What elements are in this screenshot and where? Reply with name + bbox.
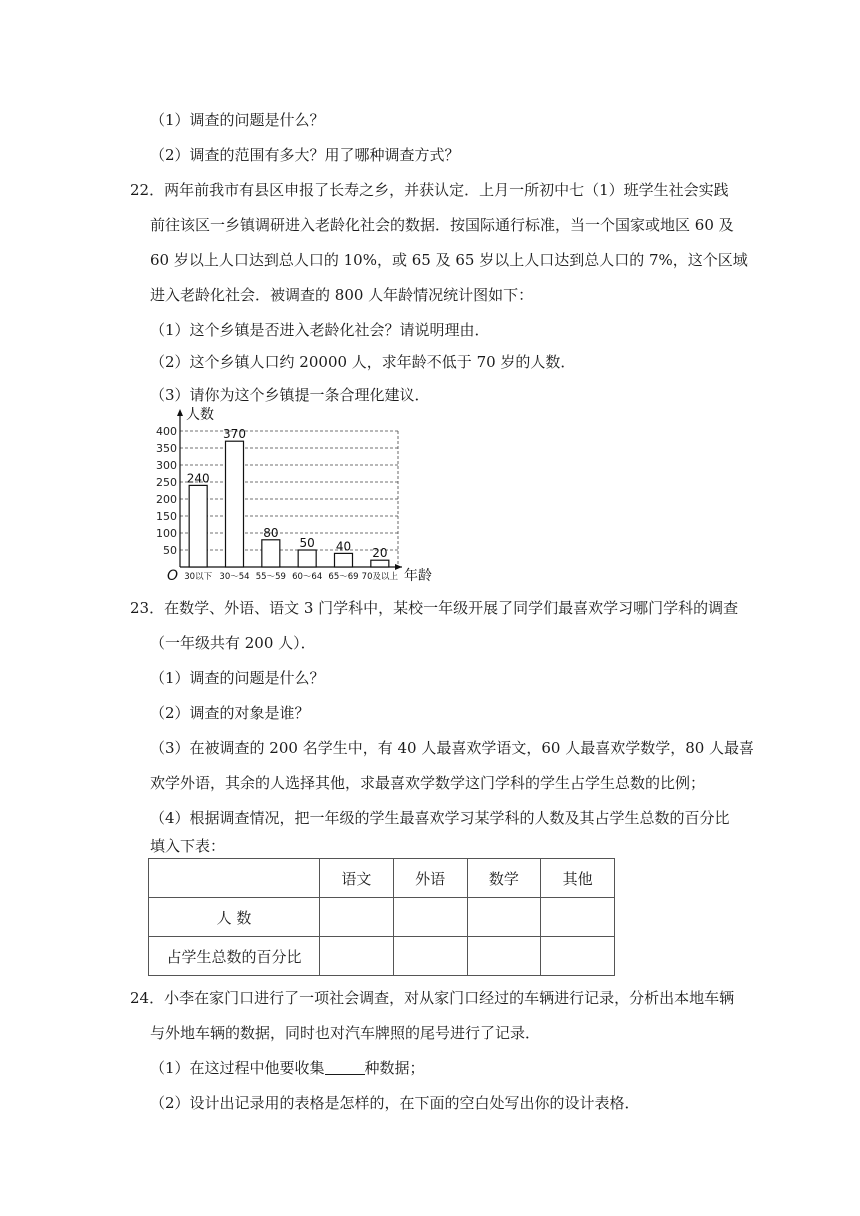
q22-sub3: （3）请你为这个乡镇提一条合理化建议．	[150, 386, 430, 404]
row-label-count: 人 数	[149, 898, 320, 937]
y-tick-label: 300	[156, 459, 177, 472]
q23-sub2: （2）调查的对象是谁？	[150, 704, 310, 722]
cell-count-chinese[interactable]	[320, 898, 394, 937]
q23-sub4b: 填入下表：	[150, 837, 226, 855]
q22-line2: 前往该区一乡镇调研进入老龄化社会的数据．按国际通行标准，当一个国家或地区 60 及	[150, 216, 734, 234]
cell-percent-chinese[interactable]	[320, 937, 394, 976]
q23-sub3b: 欢学外语，其余的人选择其他，求最喜欢学数学这门学科的学生占学生总数的比例；	[150, 774, 706, 792]
cell-percent-math[interactable]	[467, 937, 541, 976]
q22-sub1: （1）这个乡镇是否进入老龄化社会？请说明理由．	[150, 321, 490, 339]
table-corner-cell	[149, 859, 320, 898]
cell-count-other[interactable]	[541, 898, 615, 937]
age-bar-chart	[150, 405, 440, 591]
q23-sub1: （1）调查的问题是什么？	[150, 669, 325, 687]
q22-line3: 60 岁以上人口达到总人口的 10%，或 65 及 65 岁以上人口达到总人口的 7%，这个区域	[150, 251, 748, 269]
header-chinese: 语文	[320, 859, 394, 898]
bar	[335, 553, 353, 567]
bar	[371, 560, 389, 567]
q24-line2: 与外地车辆的数据，同时也对汽车牌照的尾号进行了记录．	[150, 1024, 541, 1042]
y-tick-label: 100	[156, 527, 177, 540]
x-category-label: 30以下	[184, 572, 213, 582]
x-category-label: 60～64	[292, 572, 323, 582]
q24-line1: 24．小李在家门口进行了一项社会调查，对从家门口经过的车辆进行记录，分析出本地车辆	[130, 989, 735, 1007]
cell-count-math[interactable]	[467, 898, 541, 937]
bar	[262, 540, 280, 567]
q21-sub1: （1）调查的问题是什么？	[150, 111, 325, 129]
x-axis-arrow	[395, 564, 402, 570]
header-foreign-language: 外语	[393, 859, 467, 898]
q22-line1: 22．两年前我市有县区申报了长寿之乡，并获认定．上月一所初中七（1）班学生社会实践	[130, 181, 729, 199]
y-tick-label: 150	[156, 510, 177, 523]
y-tick-label: 400	[156, 425, 177, 438]
q24-sub2: （2）设计出记录用的表格是怎样的，在下面的空白处写出你的设计表格．	[150, 1094, 640, 1112]
y-tick-label: 250	[156, 476, 177, 489]
y-axis-label: 人数	[186, 407, 214, 423]
q23-sub4a: （4）根据调查情况，把一年级的学生最喜欢学习某学科的人数及其占学生总数的百分比	[150, 809, 730, 827]
bar	[226, 441, 244, 567]
x-axis-label: 年龄	[404, 568, 432, 584]
q24-sub1	[150, 1058, 425, 1078]
q24-sub1-post: 种数据；	[364, 1059, 425, 1077]
table-header-row	[149, 859, 615, 898]
answer-blank[interactable]	[325, 1058, 365, 1075]
q23-sub3a: （3）在被调查的 200 名学生中，有 40 人最喜欢学语文，60 人最喜欢学数学，80 人最喜	[150, 739, 755, 757]
q23-line1: 23．在数学、外语、语文 3 门学科中，某校一年级开展了同学们最喜欢学习哪门学科的调查	[130, 599, 739, 617]
q22-sub2: （2）这个乡镇人口约 20000 人，求年龄不低于 70 岁的人数．	[150, 353, 576, 371]
bar	[298, 550, 316, 567]
q22-line4: 进入老龄化社会．被调查的 800 人年龄情况统计图如下：	[150, 286, 534, 304]
bar-value-label: 50	[299, 536, 315, 550]
bar-value-label: 80	[263, 525, 279, 540]
cell-percent-other[interactable]	[541, 937, 615, 976]
header-math: 数学	[467, 859, 541, 898]
bar-value-label: 370	[223, 427, 246, 442]
origin-label: O	[167, 568, 179, 584]
subject-survey-table	[148, 858, 615, 976]
bar	[189, 485, 207, 567]
y-tick-label: 200	[156, 493, 177, 506]
cell-percent-foreign[interactable]	[393, 937, 467, 976]
bar-value-label: 240	[186, 471, 210, 486]
q24-sub1-pre: （1）在这过程中他要收集	[150, 1059, 325, 1077]
y-tick-label: 350	[156, 442, 177, 455]
row-label-percent: 占学生总数的百分比	[149, 937, 320, 976]
q23-line2: （一年级共有 200 人）．	[150, 634, 316, 652]
table-row-percent	[149, 937, 615, 976]
y-tick-label: 50	[163, 544, 177, 557]
age-bar-chart-svg	[150, 405, 440, 591]
x-category-label: 65～69	[328, 572, 359, 582]
table-row-count	[149, 898, 615, 937]
bar-value-label: 40	[335, 539, 352, 554]
bar-value-label: 20	[372, 546, 388, 561]
y-axis-arrow	[177, 409, 183, 416]
cell-count-foreign[interactable]	[393, 898, 467, 937]
x-category-label: 55～59	[255, 572, 286, 582]
header-other: 其他	[541, 859, 615, 898]
x-category-label: 30～54	[219, 572, 250, 582]
x-category-label: 70及以上	[361, 572, 398, 582]
q21-sub2: （2）调查的范围有多大？用了哪种调查方式？	[150, 146, 460, 164]
